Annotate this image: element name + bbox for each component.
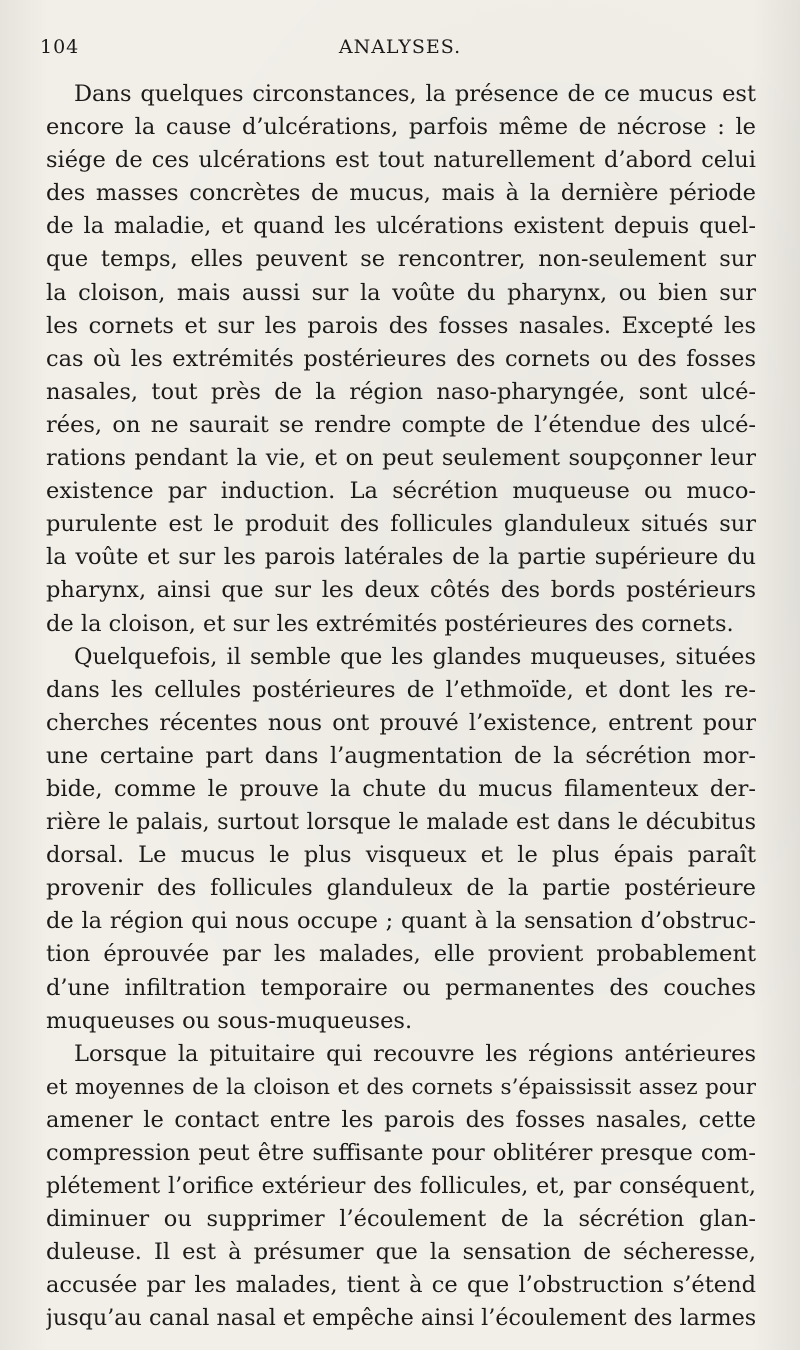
text-line: jusqu’au canal nasal et empêche ainsi l’écoulement des larmes: [46, 1305, 756, 1332]
text-line: rière le palais, surtout lorsque le malade est dans le décubitus: [46, 809, 756, 836]
text-line: de la cloison, et sur les extrémités postérieures des cornets.: [46, 610, 734, 637]
text-line: plétement l’orifice extérieur des follicules, et, par conséquent,: [46, 1173, 756, 1200]
text-line: rées, on ne saurait se rendre compte de l’étendue des ulcé-: [46, 411, 756, 438]
text-line: tion éprouvée par les malades, elle provient probablement: [46, 941, 756, 968]
text-line: cas où les extrémités postérieures des cornets ou des fosses: [46, 345, 756, 372]
page-number: 104: [40, 36, 80, 58]
text-line: et moyennes de la cloison et des cornets s’épaississit assez pour: [46, 1074, 756, 1100]
text-line: purulente est le produit des follicules glanduleux situés sur: [46, 511, 756, 538]
page-header: [40, 36, 760, 64]
text-line: une certaine part dans l’augmentation de la sécrétion mor-: [46, 742, 756, 769]
text-line: dorsal. Le mucus le plus visqueux et le plus épais paraît: [46, 842, 756, 869]
text-line: pharynx, ainsi que sur les deux côtés des bords postérieurs: [46, 577, 756, 604]
text-line: dans les cellules postérieures de l’ethmoïde, et dont les re-: [46, 676, 756, 703]
text-line: Lorsque la pituitaire qui recouvre les régions antérieures: [74, 1040, 756, 1067]
text-line: Quelquefois, il semble que les glandes muqueuses, situées: [74, 643, 756, 670]
text-line: de la région qui nous occupe ; quant à la sensation d’obstruc-: [46, 908, 756, 935]
text-line: rations pendant la vie, et on peut seulement soupçonner leur: [46, 445, 756, 472]
text-line: diminuer ou supprimer l’écoulement de la sécrétion glan-: [46, 1206, 756, 1233]
text-line: compression peut être suffisante pour oblitérer presque com-: [46, 1140, 756, 1166]
text-line: que temps, elles peuvent se rencontrer, non-seulement sur: [46, 246, 756, 273]
text-line: provenir des follicules glanduleux de la partie postérieure: [46, 875, 756, 902]
text-line: bide, comme le prouve la chute du mucus filamenteux der-: [46, 775, 756, 802]
text-line: la cloison, mais aussi sur la voûte du pharynx, ou bien sur: [46, 279, 756, 306]
text-line: muqueuses ou sous-muqueuses.: [46, 1007, 413, 1034]
running-head: ANALYSES.: [338, 36, 462, 58]
text-line: d’une infiltration temporaire ou permanentes des couches: [46, 974, 756, 1001]
text-line: existence par induction. La sécrétion muqueuse ou muco-: [46, 478, 756, 505]
text-line: de la maladie, et quand les ulcérations existent depuis quel-: [46, 213, 756, 240]
text-line: amener le contact entre les parois des fosses nasales, cette: [46, 1106, 756, 1133]
text-line: cherches récentes nous ont prouvé l’existence, entrent pour: [46, 709, 756, 736]
text-line: nasales, tout près de la région naso-pharyngée, sont ulcé-: [46, 378, 756, 405]
body-text: [46, 78, 756, 1336]
text-line: encore la cause d’ulcérations, parfois même de nécrose : le: [46, 114, 756, 141]
text-line: accusée par les malades, tient à ce que l’obstruction s’étend: [46, 1272, 756, 1299]
text-line: Dans quelques circonstances, la présence de ce mucus est: [74, 81, 756, 107]
text-line: duleuse. Il est à présumer que la sensation de sécheresse,: [46, 1239, 756, 1266]
text-line: les cornets et sur les parois des fosses nasales. Excepté les: [46, 312, 756, 339]
text-line: des masses concrètes de mucus, mais à la dernière période: [46, 180, 756, 207]
text-line: la voûte et sur les parois latérales de la partie supérieure du: [46, 544, 756, 571]
text-line: siége de ces ulcérations est tout naturellement d’abord celui: [46, 147, 756, 174]
